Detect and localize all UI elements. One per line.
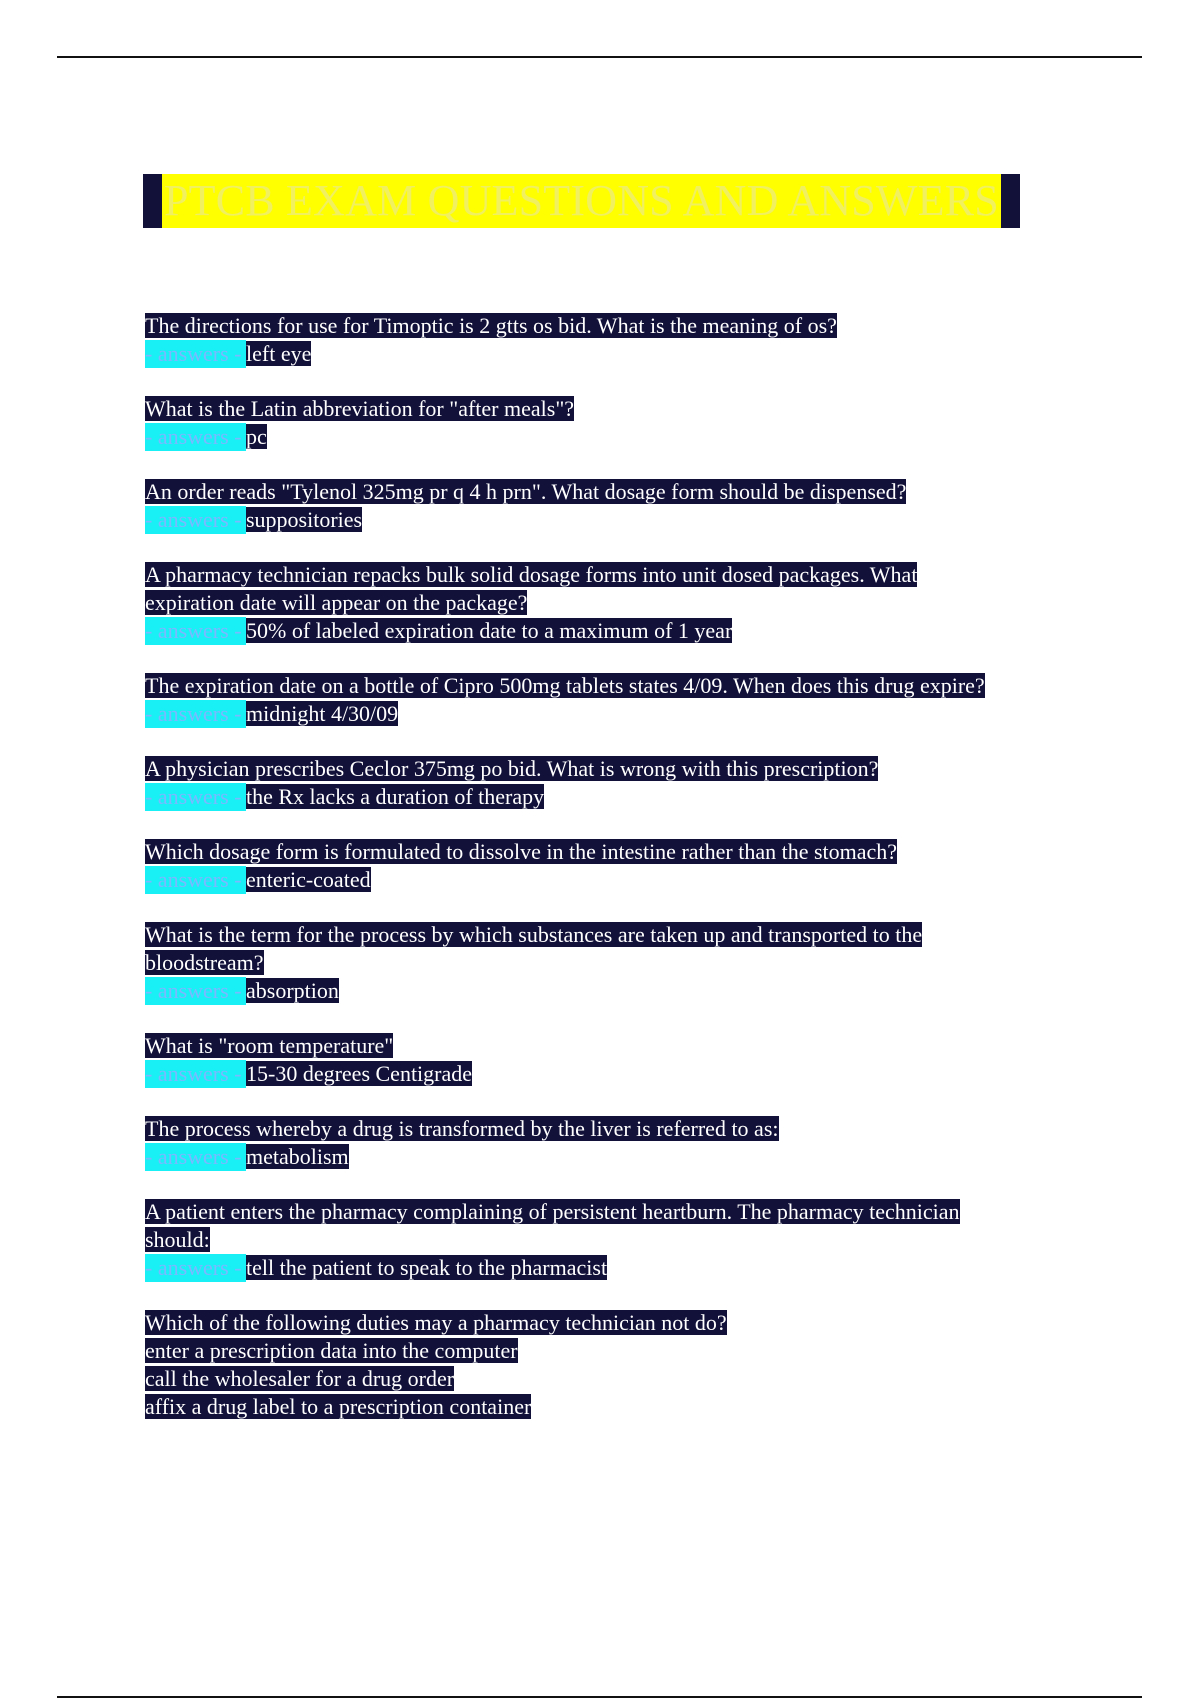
question-line: The expiration date on a bottle of Cipro 500mg tablets states 4/09. When does this drug expire? — [145, 673, 985, 698]
answer-value: suppositories — [246, 507, 363, 532]
answer-label: - answers - — [145, 1060, 246, 1088]
answer-value: enteric-coated — [246, 867, 371, 892]
qa-item — [145, 672, 1095, 728]
question-line: What is the Latin abbreviation for "after meals"? — [145, 396, 575, 421]
qa-item-final — [145, 1309, 1095, 1421]
answer-line — [145, 977, 1095, 1005]
question-line: What is the term for the process by which substances are taken up and transported to the — [145, 922, 923, 947]
answer-line — [145, 1254, 1095, 1282]
question-line: Which of the following duties may a pharmacy technician not do? — [145, 1310, 727, 1335]
qa-item — [145, 838, 1095, 894]
question-line: What is "room temperature" — [145, 1033, 394, 1058]
question-line: A patient enters the pharmacy complaining of persistent heartburn. The pharmacy technician — [145, 1199, 960, 1224]
answer-label: - answers - — [145, 977, 246, 1005]
question-line: An order reads "Tylenol 325mg pr q 4 h prn". What dosage form should be dispensed? — [145, 479, 907, 504]
answer-value: 50% of labeled expiration date to a maximum of 1 year — [246, 618, 733, 643]
answer-label: - answers - — [145, 1254, 246, 1282]
qa-item — [145, 1115, 1095, 1171]
question-line: expiration date will appear on the package? — [145, 590, 528, 615]
question-line: The process whereby a drug is transformed by the liver is referred to as: — [145, 1116, 779, 1141]
question-line: bloodstream? — [145, 950, 264, 975]
answer-value: midnight 4/30/09 — [246, 701, 399, 726]
answer-value: left eye — [246, 341, 312, 366]
answer-value: absorption — [246, 978, 339, 1003]
question-line: A physician prescribes Ceclor 375mg po bid. What is wrong with this prescription? — [145, 756, 879, 781]
answer-value: 15-30 degrees Centigrade — [246, 1061, 473, 1086]
answer-line — [145, 423, 1095, 451]
title-right-bar — [1001, 174, 1020, 228]
answer-line — [145, 1143, 1095, 1171]
answer-label: - answers - — [145, 506, 246, 534]
answer-label: - answers - — [145, 340, 246, 368]
answer-label: - answers - — [145, 617, 246, 645]
answer-line — [145, 1060, 1095, 1088]
question-line: should: — [145, 1227, 210, 1252]
answer-line — [145, 340, 1095, 368]
bottom-rule — [57, 1696, 1142, 1698]
qa-item — [145, 561, 1095, 645]
answer-value: tell the patient to speak to the pharmacist — [246, 1255, 608, 1280]
answer-label: - answers - — [145, 423, 246, 451]
document-title: PTCB EXAM QUESTIONS AND ANSWERS — [162, 174, 1001, 228]
qa-item — [145, 755, 1095, 811]
qa-item — [145, 921, 1095, 1005]
question-line: Which dosage form is formulated to dissolve in the intestine rather than the stomach? — [145, 839, 898, 864]
top-rule — [57, 56, 1142, 58]
answer-value: metabolism — [246, 1144, 349, 1169]
answer-label: - answers - — [145, 783, 246, 811]
option-line: affix a drug label to a prescription container — [145, 1394, 532, 1419]
answer-value: pc — [246, 424, 267, 449]
answer-line — [145, 617, 1095, 645]
option-line: enter a prescription data into the computer — [145, 1338, 518, 1363]
qa-list — [145, 312, 1095, 1448]
answer-label: - answers - — [145, 1143, 246, 1171]
qa-item — [145, 478, 1095, 534]
qa-item — [145, 1198, 1095, 1282]
qa-item — [145, 312, 1095, 368]
answer-label: - answers - — [145, 700, 246, 728]
answer-line — [145, 866, 1095, 894]
question-line: A pharmacy technician repacks bulk solid dosage forms into unit dosed packages. What — [145, 562, 918, 587]
qa-item — [145, 1032, 1095, 1088]
answer-value: the Rx lacks a duration of therapy — [246, 784, 545, 809]
document-title-block — [143, 174, 1020, 228]
qa-item — [145, 395, 1095, 451]
question-line: The directions for use for Timoptic is 2 gtts os bid. What is the meaning of os? — [145, 313, 837, 338]
answer-line — [145, 506, 1095, 534]
answer-line — [145, 783, 1095, 811]
option-line: call the wholesaler for a drug order — [145, 1366, 455, 1391]
title-left-bar — [143, 174, 162, 228]
answer-label: - answers - — [145, 866, 246, 894]
answer-line — [145, 700, 1095, 728]
